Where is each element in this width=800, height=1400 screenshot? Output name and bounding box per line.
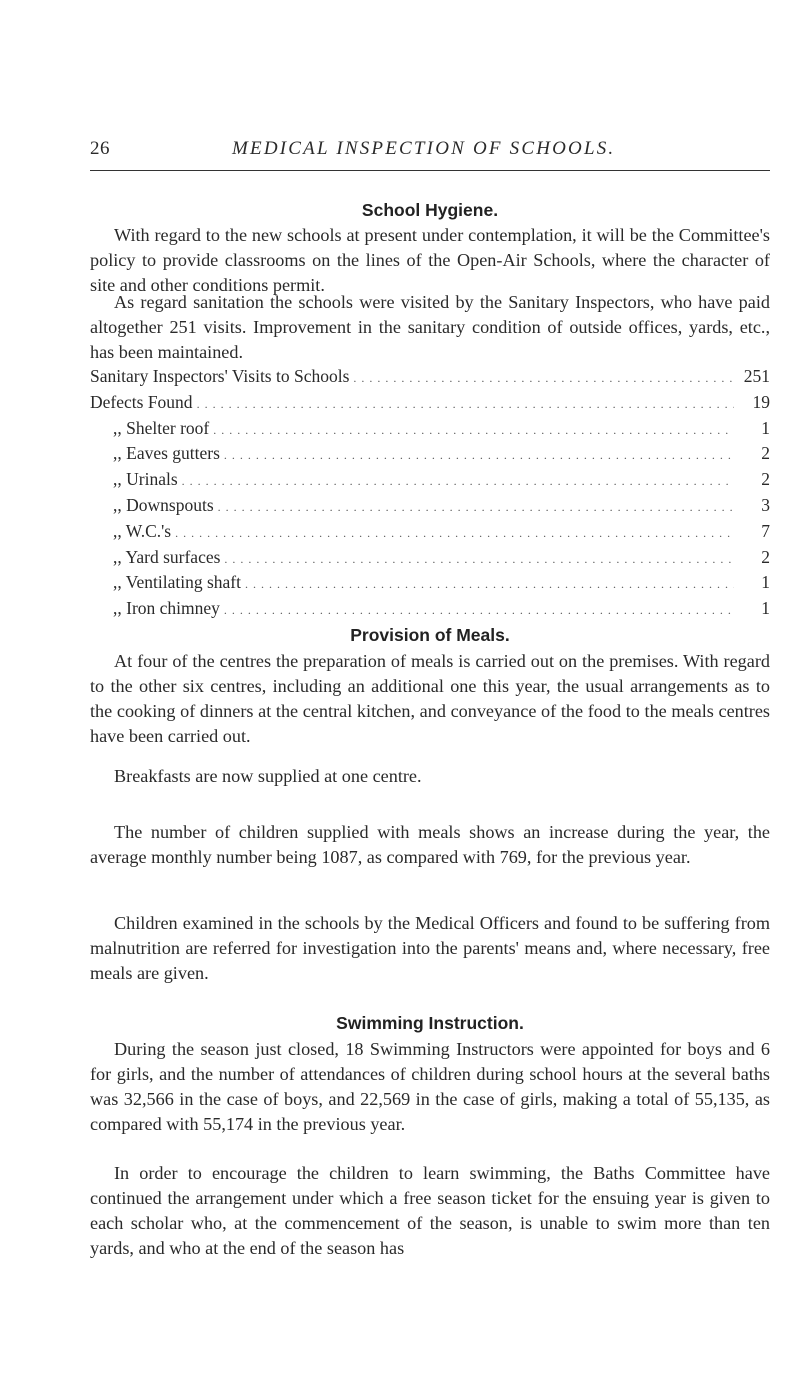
row-label: ,, Downspouts	[113, 494, 214, 515]
school-hygiene-paragraph: With regard to the new schools at present under contemplation, it will be the Committee's policy to provide classrooms on the lines of the Open-Air Schools, where the character of site and other conditions permit.	[90, 225, 770, 295]
school-hygiene-paragraph: As regard sanitation the schools were visited by the Sanitary Inspectors, who have paid altogether 251 visits. Improvement in the sanitary condition of outside offices, yards, etc., has been maintained.	[90, 292, 770, 362]
school-hygiene-heading: School Hygiene.	[361, 200, 499, 220]
table-row	[90, 520, 770, 546]
swimming-instruction-heading-block	[90, 1013, 770, 1034]
dot-leader	[213, 419, 734, 443]
row-value: 251	[743, 366, 770, 386]
swimming-paragraph: In order to encourage the children to learn swimming, the Baths Committee have continued the arrangement under which a free season ticket for the ensuing year is given to each scholar who, at the commencement of the season, is unable to swim more than ten yards, and who at the end of the season has	[90, 1163, 770, 1258]
page-header	[90, 138, 770, 178]
swimming-paragraph: During the season just closed, 18 Swimming Instructors were appointed for boys and 6 for girls, and the number of attendances of children during school hours at the several baths was 32,566 in the case of boys, and 22,569 in the case of girls, making a total of 55,135, as compared with 55,174 in the previous year.	[90, 1039, 770, 1134]
dot-leader	[182, 470, 734, 494]
row-value: 7	[761, 520, 770, 541]
school-hygiene-paragraph-2-block	[90, 290, 770, 365]
swimming-paragraph-1-block	[90, 1037, 770, 1137]
meals-paragraph: The number of children supplied with meals shows an increase during the year, the average monthly number being 1087, as compared with 769, for the previous year.	[90, 822, 770, 867]
meals-paragraph-3-block	[90, 820, 770, 870]
school-hygiene-heading-block	[90, 200, 770, 221]
row-value: 2	[761, 546, 770, 567]
table-row	[90, 391, 770, 417]
table-row	[90, 442, 770, 468]
row-value: 3	[761, 494, 770, 515]
sanitary-defects-table	[90, 365, 770, 623]
table-row	[90, 365, 770, 391]
meals-paragraph: At four of the centres the preparation of meals is carried out on the premises. With regard to the other six centres, including an additional one this year, the usual arrangements as to the cooking of dinners at the central kitchen, and conveyance of the food to the meals centres have been carried out.	[90, 651, 770, 746]
dot-leader	[224, 548, 734, 572]
row-value: 1	[761, 572, 770, 593]
dot-leader	[197, 393, 734, 417]
meals-paragraph-1-block	[90, 649, 770, 749]
row-label: ,, Shelter roof	[113, 417, 210, 438]
dot-leader	[175, 522, 734, 546]
provision-of-meals-heading-block	[90, 625, 770, 646]
running-title: MEDICAL INSPECTION OF SCHOOLS.	[232, 138, 616, 159]
table-row	[90, 597, 770, 623]
row-label: ,, Urinals	[113, 469, 178, 490]
dot-leader	[224, 599, 734, 623]
meals-paragraph-4-block	[90, 911, 770, 986]
table-row	[90, 417, 770, 443]
table-row	[90, 546, 770, 572]
row-value: 2	[761, 443, 770, 464]
row-label: ,, W.C.'s	[113, 520, 172, 541]
swimming-paragraph-2-block	[90, 1161, 770, 1261]
table-row	[90, 494, 770, 520]
row-label: Defects Found	[90, 391, 193, 412]
row-value: 19	[752, 391, 770, 412]
swimming-instruction-heading: Swimming Instruction.	[336, 1013, 524, 1033]
table-row	[90, 468, 770, 494]
provision-of-meals-heading: Provision of Meals.	[350, 625, 510, 645]
row-value: 1	[761, 598, 770, 619]
row-label: Sanitary Inspectors' Visits to Schools	[90, 366, 350, 386]
meals-paragraph: Children examined in the schools by the Medical Officers and found to be suffering from malnutrition are referred for investigation into the parents' means and, where necessary, free meals are given.	[90, 913, 770, 983]
row-label: ,, Yard surfaces	[113, 546, 221, 567]
dot-leader	[245, 573, 734, 597]
row-value: 1	[761, 417, 770, 438]
page-number: 26	[90, 138, 110, 159]
header-rule	[90, 170, 770, 171]
dot-leader	[224, 444, 734, 468]
row-label: ,, Iron chimney	[113, 598, 220, 619]
table-row	[90, 571, 770, 597]
school-hygiene-paragraph-1-block	[90, 223, 770, 298]
row-value: 2	[761, 469, 770, 490]
dot-leader	[218, 496, 734, 520]
meals-paragraph: Breakfasts are now supplied at one centre.	[114, 766, 422, 786]
dot-leader	[353, 367, 734, 391]
row-label: ,, Eaves gutters	[113, 443, 220, 464]
row-label: ,, Ventilating shaft	[113, 572, 241, 593]
meals-paragraph-2-block	[90, 764, 770, 789]
